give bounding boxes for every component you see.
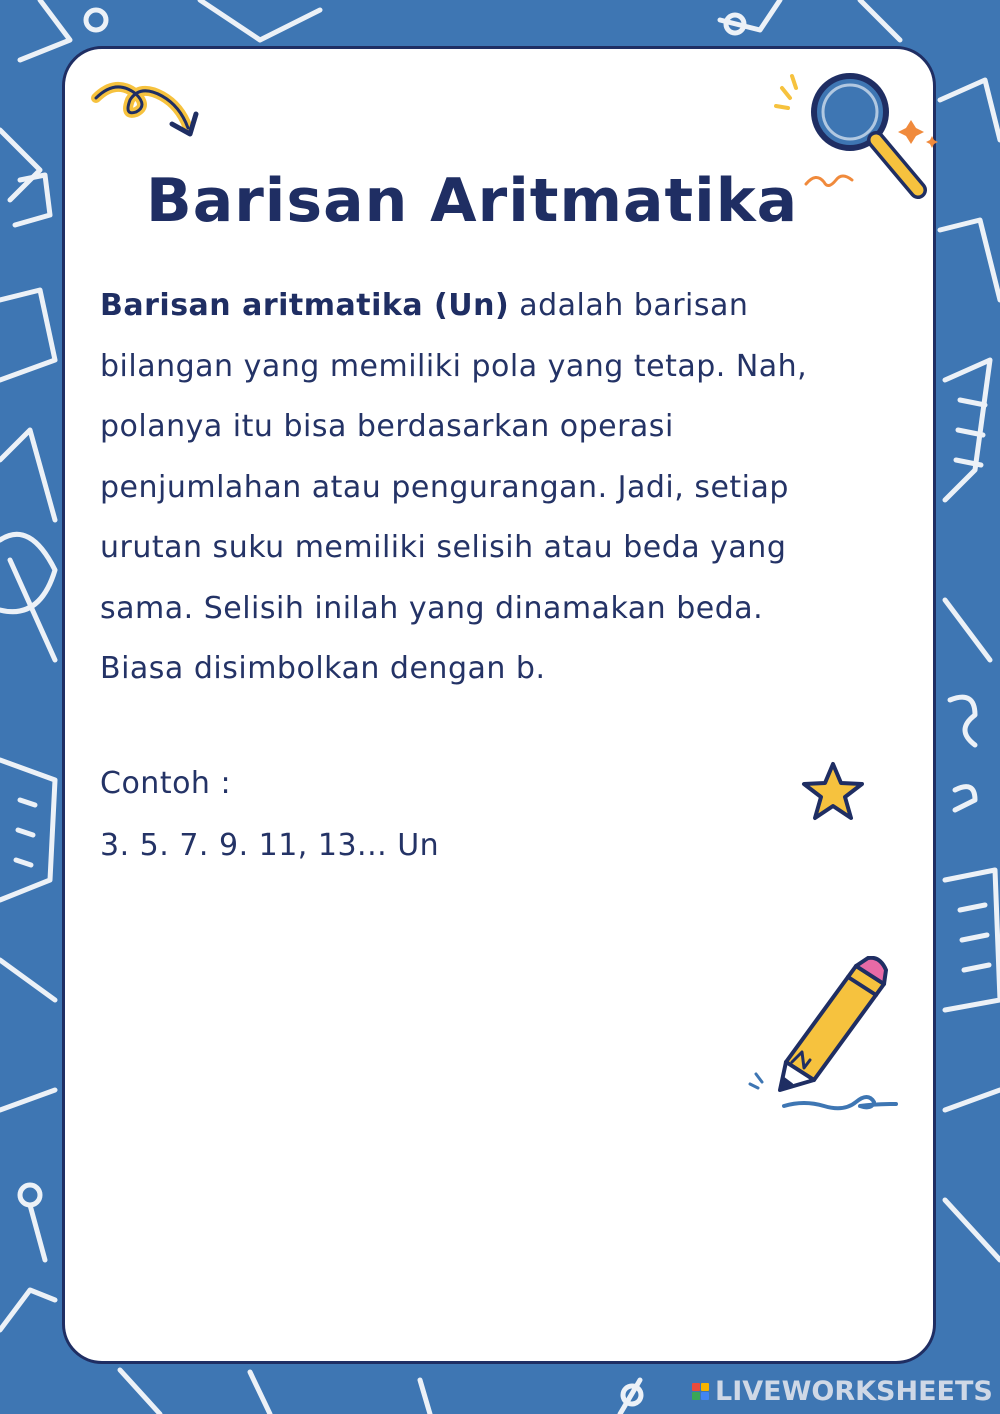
definition-line-4: penjumlahan atau pengurangan. Jadi, setiap [100, 469, 789, 505]
logo-square-yellow [701, 1383, 709, 1391]
star-icon [800, 760, 866, 824]
example-label: Contoh : [100, 766, 232, 801]
curly-arrow-icon [88, 72, 208, 152]
page-title: Barisan Aritmatika [146, 166, 799, 236]
example-sequence: 3. 5. 7. 9. 11, 13... Un [100, 828, 440, 863]
definition-line-7: Biasa disimbolkan dengan b. [100, 651, 546, 686]
bold-term: Barisan aritmatika (Un) [100, 288, 510, 323]
definition-line-6: sama. Selisih inilah yang dinamakan beda. [100, 590, 764, 626]
logo-square-red [692, 1383, 700, 1391]
watermark-text: LIVEWORKSHEETS [715, 1375, 993, 1407]
definition-line-3: polanya itu bisa berdasarkan operasi [100, 409, 674, 444]
definition-line-5: urutan suku memiliki selisih atau beda yang [100, 530, 787, 565]
logo-square-green [692, 1392, 700, 1400]
definition-line-2: bilangan yang memiliki pola yang tetap. Nah, [100, 348, 808, 384]
liveworksheets-logo-icon [692, 1383, 709, 1400]
logo-square-blue [701, 1392, 709, 1400]
liveworksheets-watermark [692, 1376, 993, 1406]
definition-paragraph [100, 276, 920, 700]
definition-line-1: adalah barisan [509, 288, 749, 323]
content-card [62, 46, 936, 1364]
pencil-icon [744, 956, 904, 1116]
